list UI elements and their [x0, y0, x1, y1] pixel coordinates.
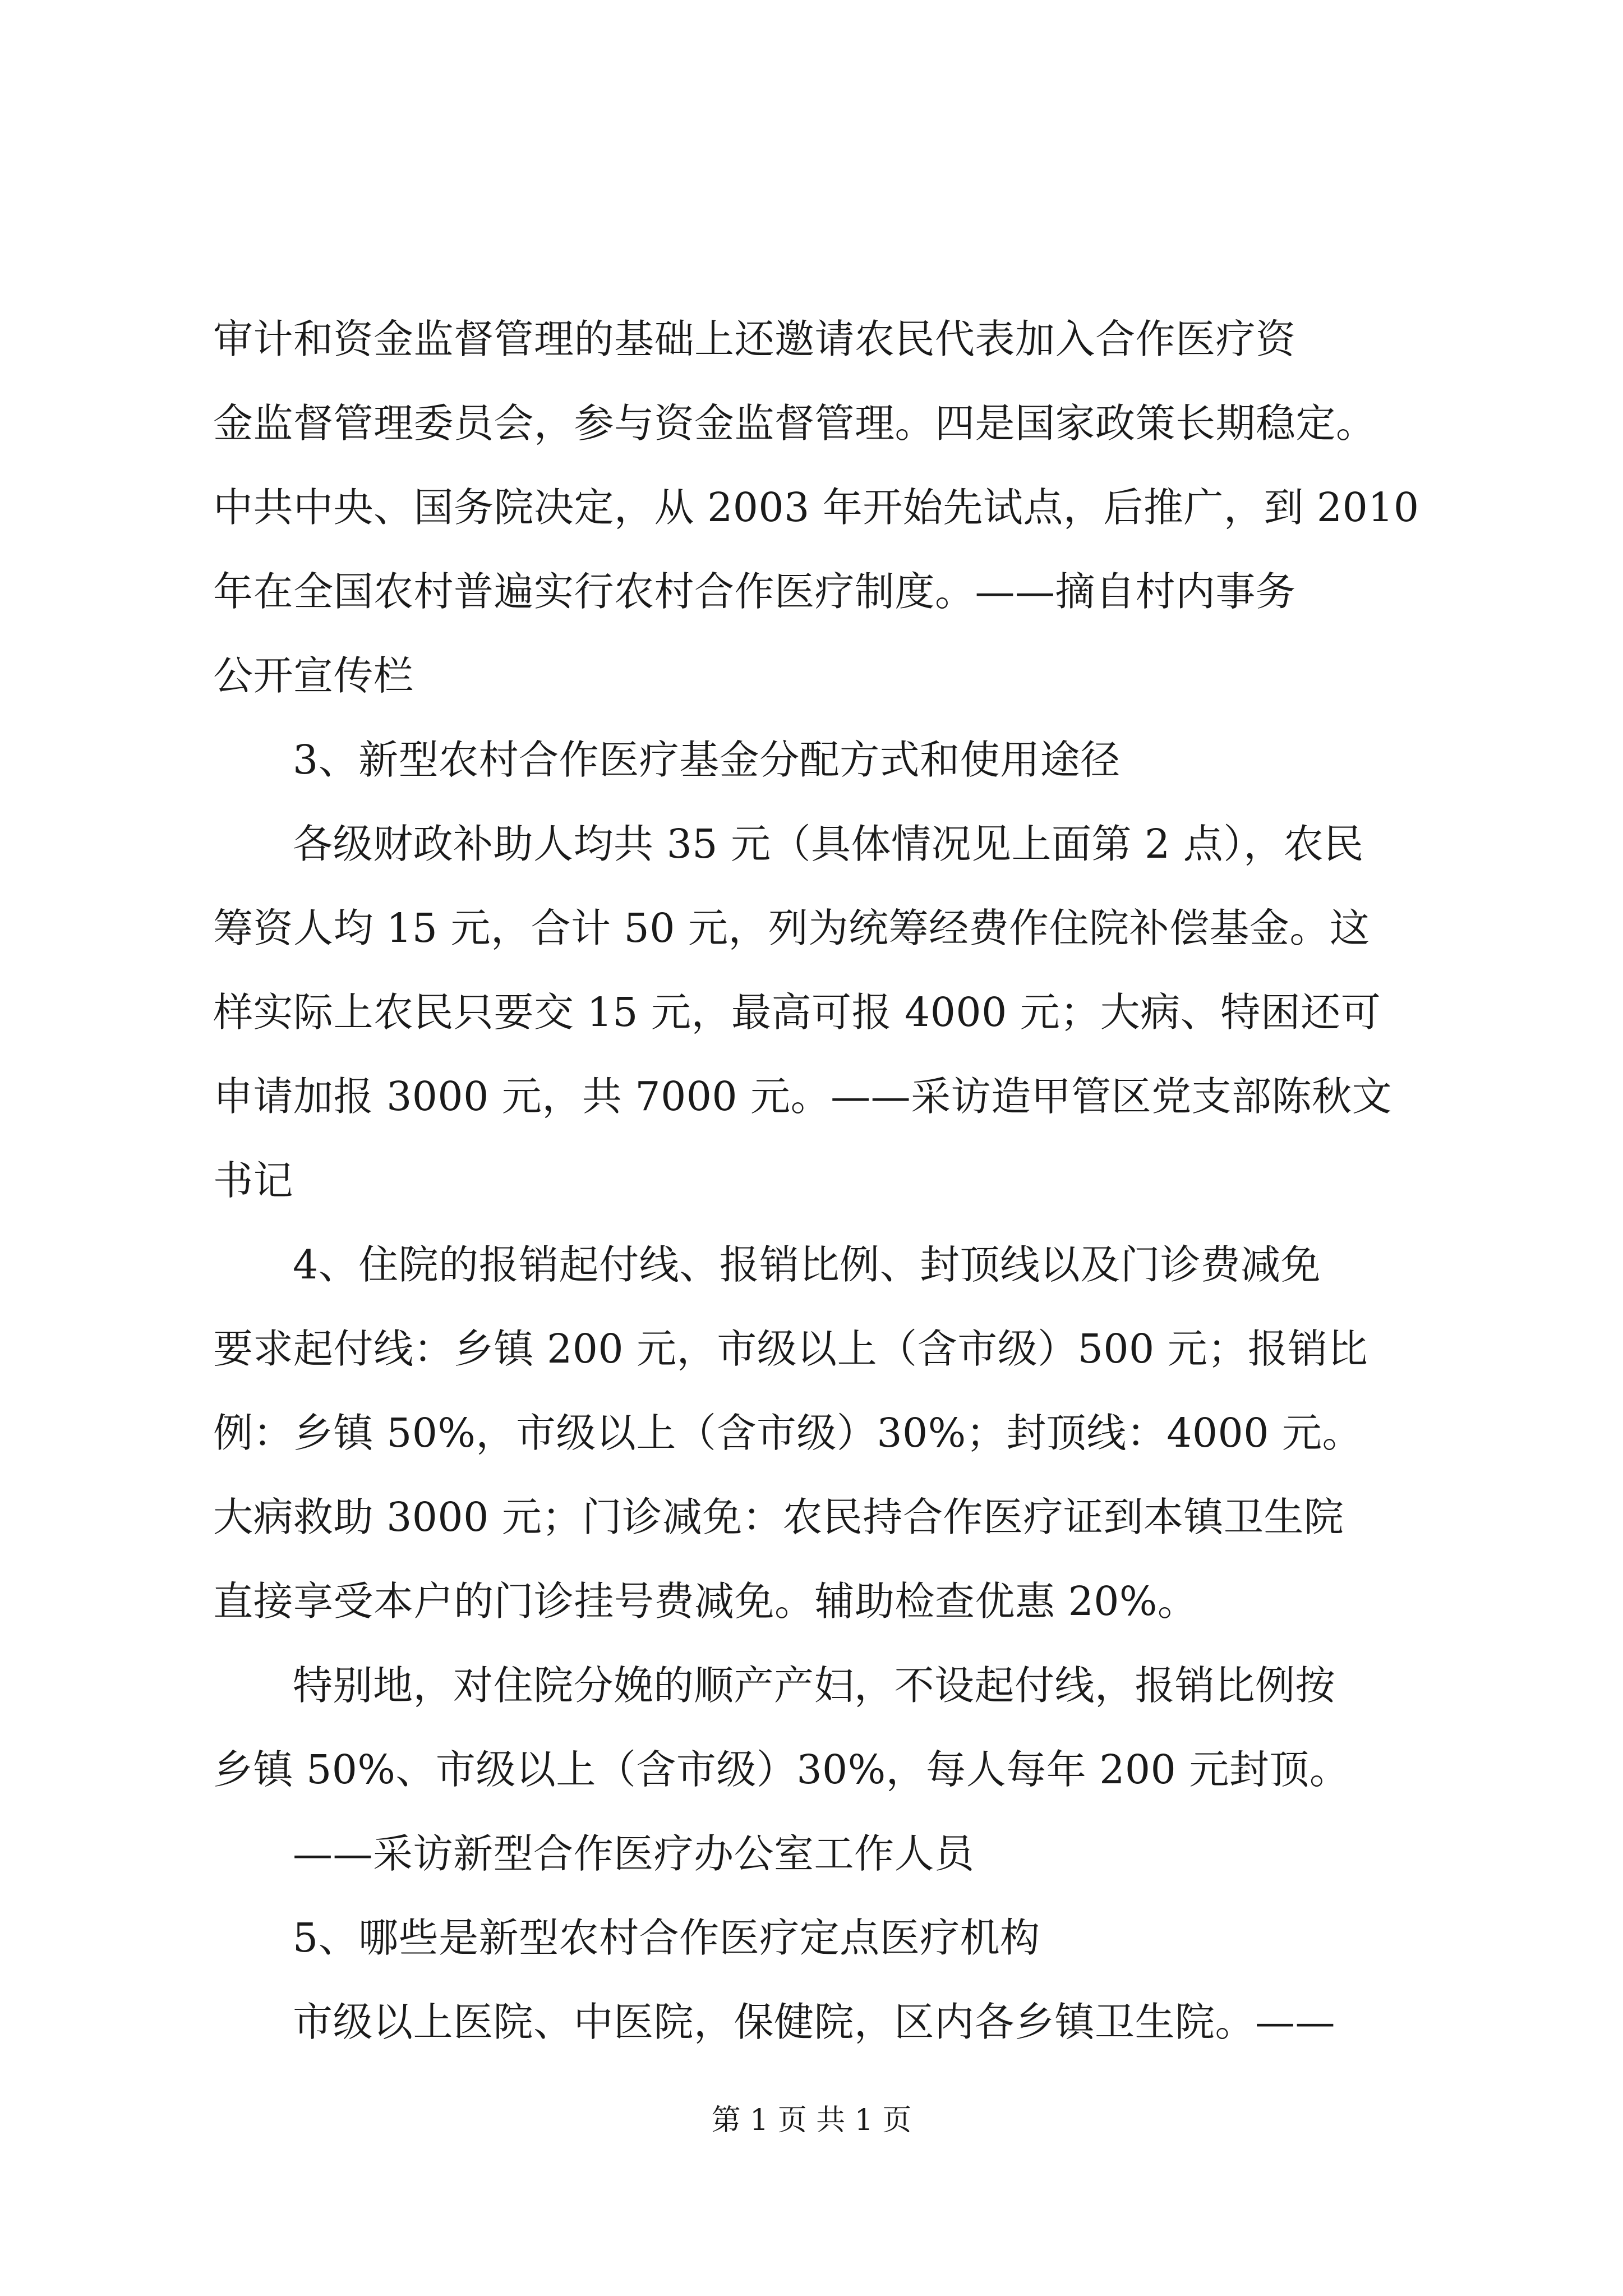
text-line: 要求起付线：乡镇 200 元，市级以上（含市级）500 元；报销比 — [213, 1326, 1368, 1372]
page-footer: 第 1 页 共 1 页 — [711, 2104, 912, 2137]
text-line: 审计和资金监督管理的基础上还邀请农民代表加入合作医疗资 — [213, 316, 1296, 362]
text-line: 例：乡镇 50%，市级以上（含市级）30%；封顶线：4000 元。 — [213, 1410, 1362, 1456]
text-line: 特别地，对住院分娩的顺产产妇，不设起付线，报销比例按 — [293, 1662, 1336, 1709]
text-line: 各级财政补助人均共 35 元（具体情况见上面第 2 点），农民 — [293, 821, 1364, 867]
text-line: 金监督管理委员会，参与资金监督管理。四是国家政策长期稳定。 — [213, 400, 1376, 447]
text-line: 公开宣传栏 — [213, 652, 414, 699]
text-line: 年在全国农村普遍实行农村合作医疗制度。——摘自村内事务 — [213, 568, 1296, 615]
text-line: 大病救助 3000 元；门诊减免：农民持合作医疗证到本镇卫生院 — [213, 1494, 1344, 1540]
text-line: 中共中央、国务院决定，从 2003 年开始先试点，后推广，到 2010 — [213, 484, 1419, 531]
section-heading: 3、新型农村合作医疗基金分配方式和使用途径 — [293, 737, 1121, 783]
text-line: 书记 — [213, 1157, 294, 1204]
section-heading: 5、哪些是新型农村合作医疗定点医疗机构 — [293, 1915, 1040, 1961]
text-line: 市级以上医院、中医院，保健院，区内各乡镇卫生院。—— — [293, 1999, 1336, 2045]
section-heading: 4、住院的报销起付线、报销比例、封顶线以及门诊费减免 — [293, 1241, 1321, 1288]
text-line: 样实际上农民只要交 15 元，最高可报 4000 元；大病、特困还可 — [213, 989, 1381, 1036]
text-line: ——采访新型合作医疗办公室工作人员 — [293, 1830, 975, 1877]
text-line: 乡镇 50%、市级以上（含市级）30%，每人每年 200 元封顶。 — [213, 1746, 1350, 1793]
text-line: 申请加报 3000 元，共 7000 元。——采访造甲管区党支部陈秋文 — [213, 1073, 1393, 1120]
text-line: 直接享受本户的门诊挂号费减免。辅助检查优惠 20%。 — [213, 1578, 1198, 1625]
text-line: 筹资人均 15 元，合计 50 元，列为统筹经费作住院补偿基金。这 — [213, 905, 1370, 951]
